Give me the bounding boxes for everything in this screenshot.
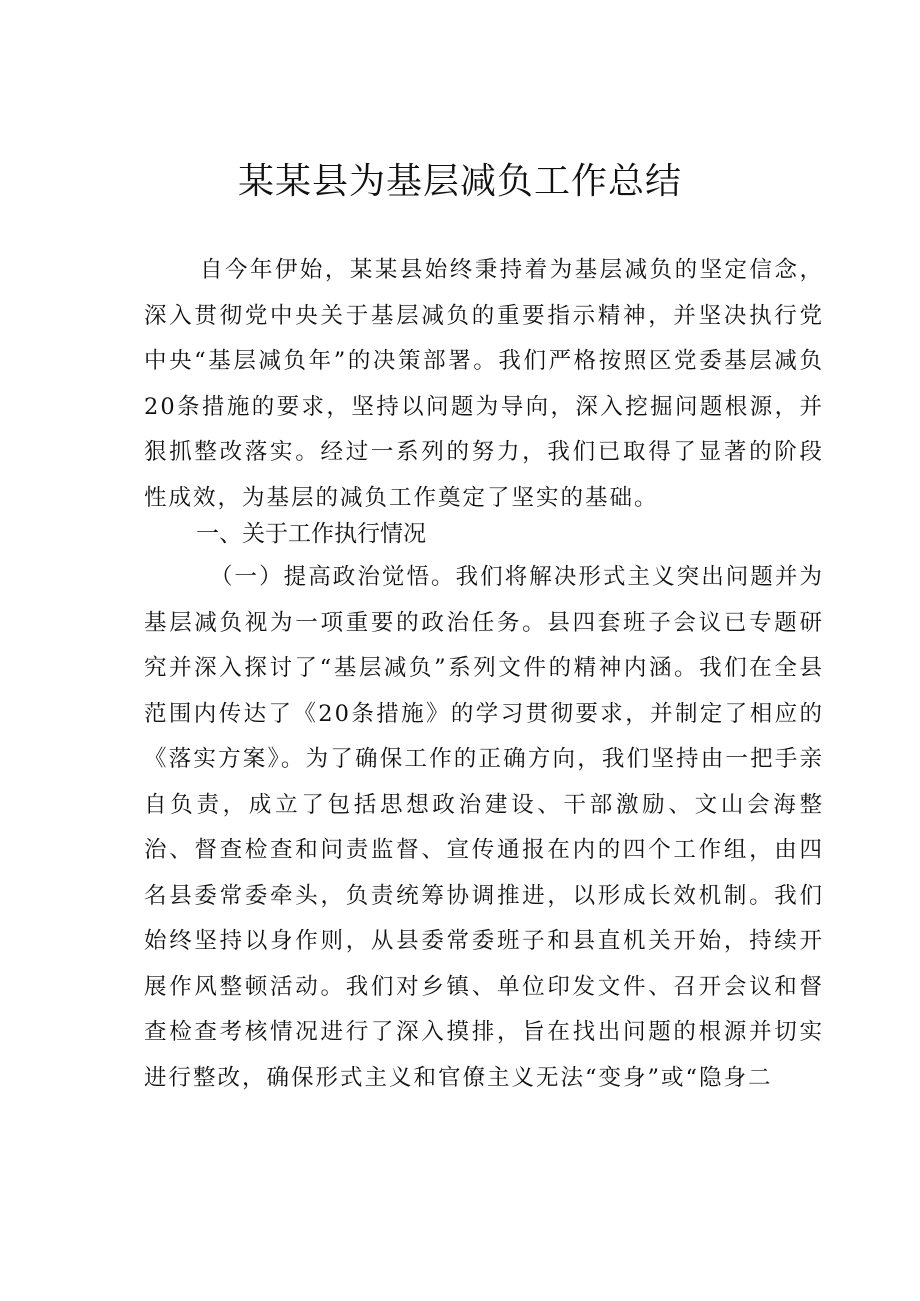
document-title: 某某县为基层减负工作总结 [237, 161, 682, 202]
section-paragraph: （一）提高政治觉悟。我们将解决形式主义突出问题并为基层减负视为一项重要的政治任务。县四套班子会议已专题研究并深入探讨了“基层减负”系列文件的精神内涵。我们在全县范围内传达了《20条措施》的学习贯彻要求，并制定了相应的《落实方案》。为了确保工作的正确方向，我们坚持由一把手亲自负责，成立了包括思想政治建设、干部激励、文山会海整治、督查检查和问责监督、宣传通报在内的四个工作组，由四名县委常委牵头，负责统筹协调推进，以形成长效机制。我们始终坚持以身作则，从县委常委班子和县直机关开始，持续开展作风整顿活动。我们对乡镇、单位印发文件、召开会议和督查检查考核情况进行了深入摸排，旨在找出问题的根源并切实进行整改，确保形式主义和官僚主义无法“变身”或“隐身二 [144, 564, 824, 1091]
intro-paragraph: 自今年伊始，某某县始终秉持着为基层减负的坚定信念，深入贯彻党中央关于基层减负的重要指示精神，并坚决执行党中央“基层减负年”的决策部署。我们严格按照区党委基层减负20条措施的要求，坚持以问题为导向，深入挖掘问题根源，并狠抓整改落实。经过一系列的努力，我们已取得了显著的阶段性成效，为基层的减负工作奠定了坚实的基础。 [144, 257, 824, 511]
section-heading: 一、关于工作执行情况 [196, 521, 426, 547]
